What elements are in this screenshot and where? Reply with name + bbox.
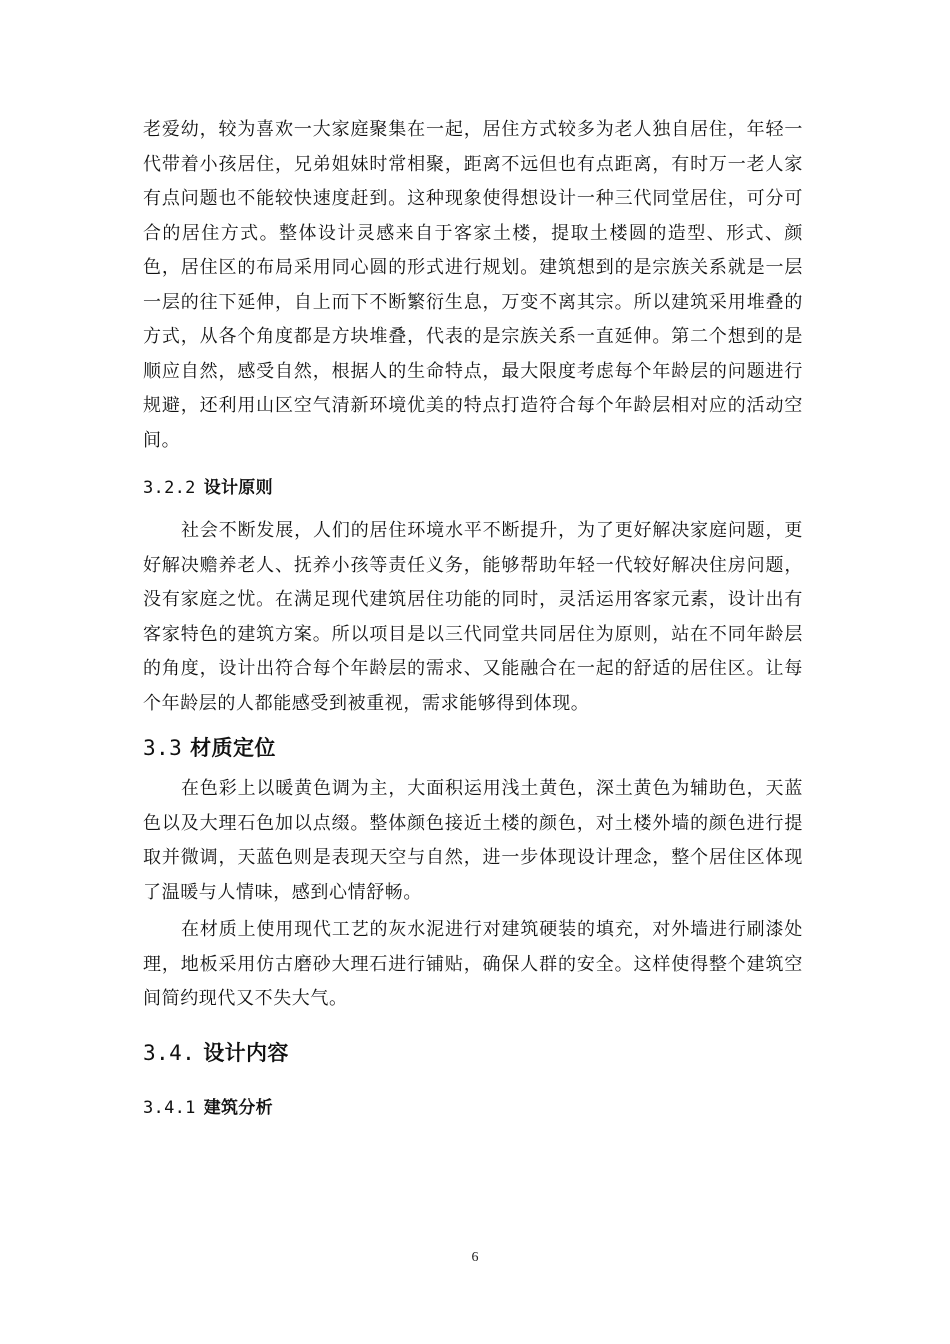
section-3-2-2-heading [143,476,803,500]
page-number: 6 [471,1250,479,1265]
section-3-3-paragraph-2: 在材质上使用现代工艺的灰水泥进行对建筑硬装的填充，对外墙进行刷漆处理，地板采用仿古磨砂大理石进行铺贴，确保人群的安全。这样使得整个建筑空间简约现代又不失大气。 [143,919,803,1009]
section-3-4-1-number: 3.4.1 [143,1097,196,1118]
section-3-3-title: 材质定位 [190,736,276,760]
section-3-2-2-title: 设计原则 [203,478,273,498]
section-3-2-2-paragraph: 社会不断发展，人们的居住环境水平不断提升，为了更好解决家庭问题，更好解决赡养老人、抚养小孩等责任义务，能够帮助年轻一代较好解决住房问题，没有家庭之忧。在满足现代建筑居住功能的同时，灵活运用客家元素，设计出有客家特色的建筑方案。所以项目是以三代同堂共同居住为原则，站在不同年龄层的角度，设计出符合每个年龄层的需求、又能融合在一起的舒适的居住区。让每个年龄层的人都能感受到被重视，需求能够得到体现。 [143,520,803,714]
section-3-2-2-number: 3.2.2 [143,478,196,498]
section-3-4-1-heading [143,1096,803,1120]
section-3-3-heading [143,734,803,762]
section-3-4-number: 3.4. [143,1040,196,1065]
section-3-4-heading [143,1039,803,1067]
section-3-4-1-title: 建筑分析 [203,1097,273,1118]
intro-paragraph: 老爱幼，较为喜欢一大家庭聚集在一起，居住方式较多为老人独自居住，年轻一代带着小孩居住，兄弟姐妹时常相聚，距离不远但也有点距离，有时万一老人家有点问题也不能较快速度赶到。这种现象使得想设计一种三代同堂居住，可分可合的居住方式。整体设计灵感来自于客家土楼，提取土楼圆的造型、形式、颜色，居住区的布局采用同心圆的形式进行规划。建筑想到的是宗族关系就是一层一层的往下延伸，自上而下不断繁衍生息，万变不离其宗。所以建筑采用堆叠的方式，从各个角度都是方块堆叠，代表的是宗族关系一直延伸。第二个想到的是顺应自然，感受自然，根据人的生命特点，最大限度考虑每个年龄层的问题进行规避，还利用山区空气清新环境优美的特点打造符合每个年龄层相对应的活动空间。 [143,119,803,451]
section-3-4-title: 设计内容 [203,1040,289,1065]
page-content [143,113,803,1120]
section-3-3-paragraph-1: 在色彩上以暖黄色调为主，大面积运用浅土黄色，深土黄色为辅助色，天蓝色以及大理石色加以点缀。整体颜色接近土楼的颜色，对土楼外墙的颜色进行提取并微调，天蓝色则是表现天空与自然，进一步体现设计理念，整个居住区体现了温暖与人情味，感到心情舒畅。 [143,778,803,903]
section-3-3-number: 3.3 [143,736,183,760]
